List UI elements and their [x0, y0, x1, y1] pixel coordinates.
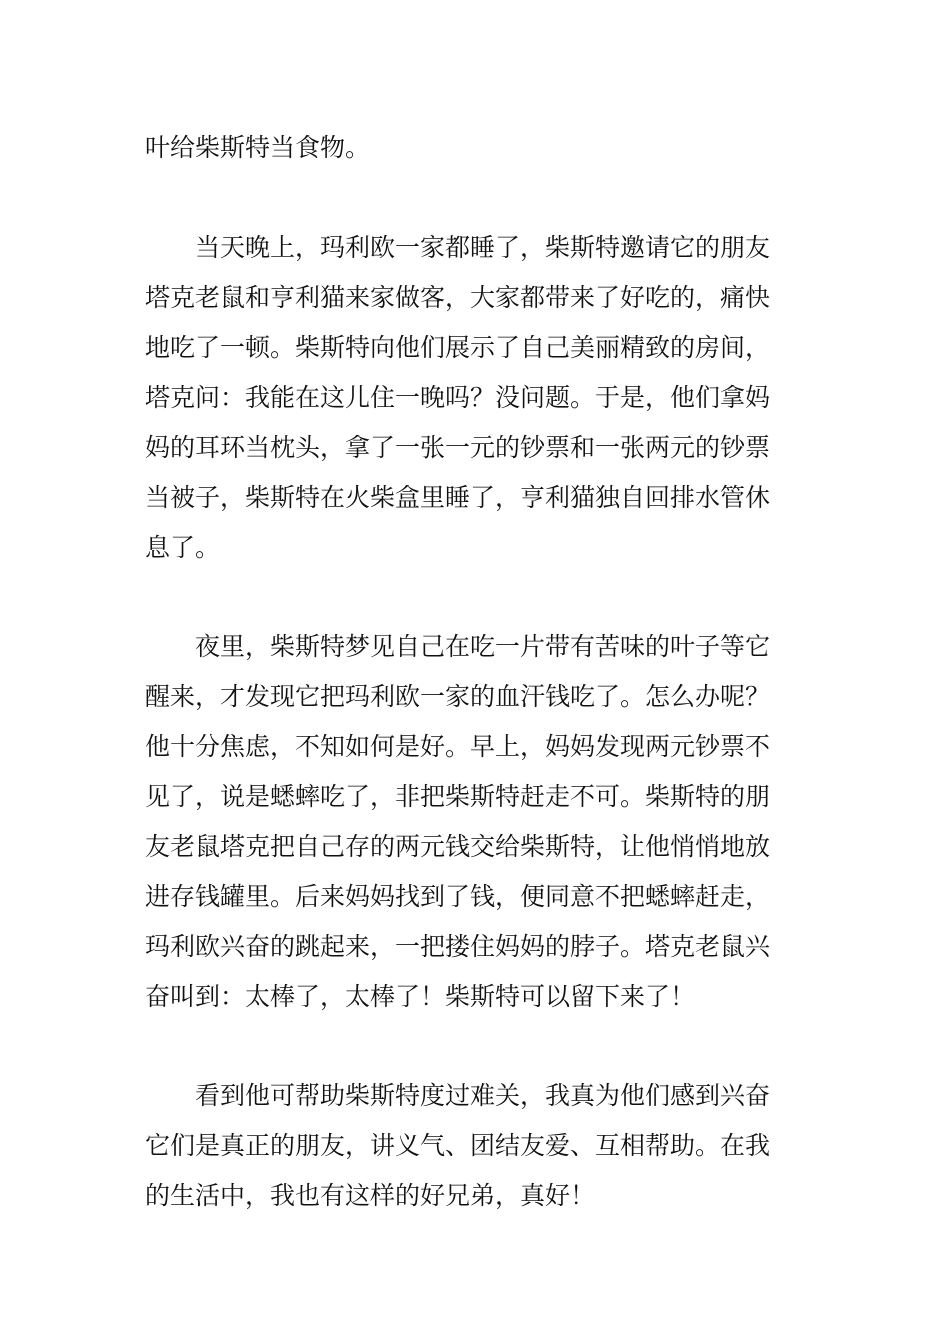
paragraph-3-line-4: 见了，说是蟋蟀吃了，非把柴斯特赶走不可。柴斯特的朋: [145, 782, 771, 811]
paragraph-4-line-3: 的生活中，我也有这样的好兄弟，真好！: [145, 1181, 596, 1210]
paragraph-4-line-1: 看到他可帮助柴斯特度过难关，我真为他们感到兴奋: [195, 1081, 771, 1110]
paragraph-2-line-4: 塔克问：我能在这儿住一晚吗？没问题。于是，他们拿妈: [145, 383, 771, 412]
paragraph-2-line-3: 地吃了一顿。柴斯特向他们展示了自己美丽精致的房间，: [145, 333, 771, 362]
paragraph-3-line-3: 他十分焦虑，不知如何是好。早上，妈妈发现两元钞票不: [145, 732, 771, 761]
paragraph-3-line-8: 奋叫到：太棒了，太棒了！柴斯特可以留下来了！: [145, 982, 696, 1011]
paragraph-3-line-1: 夜里，柴斯特梦见自己在吃一片带有苦味的叶子等它: [195, 632, 771, 661]
paragraph-3-line-5: 友老鼠塔克把自己存的两元钱交给柴斯特，让他悄悄地放: [145, 832, 771, 861]
paragraph-2-line-6: 当被子，柴斯特在火柴盒里睡了，亨利猫独自回排水管休: [145, 483, 771, 512]
paragraph-2-line-5: 妈的耳环当枕头，拿了一张一元的钞票和一张两元的钞票: [145, 433, 771, 462]
paragraph-1-line-1: 叶给柴斯特当食物。: [145, 133, 371, 162]
paragraph-4-line-2: 它们是真正的朋友，讲义气、团结友爱、互相帮助。在我: [145, 1131, 771, 1160]
paragraph-2-line-7: 息了。: [145, 533, 221, 562]
paragraph-3-line-7: 玛利欧兴奋的跳起来，一把搂住妈妈的脖子。塔克老鼠兴: [145, 932, 771, 961]
paragraph-3-line-2: 醒来，才发现它把玛利欧一家的血汗钱吃了。怎么办呢？: [145, 682, 771, 711]
paragraph-2-line-2: 塔克老鼠和亨利猫来家做客，大家都带来了好吃的，痛快: [145, 283, 771, 312]
paragraph-3-line-6: 进存钱罐里。后来妈妈找到了钱，便同意不把蟋蟀赶走，: [145, 882, 771, 911]
paragraph-2-line-1: 当天晚上，玛利欧一家都睡了，柴斯特邀请它的朋友: [195, 233, 771, 262]
